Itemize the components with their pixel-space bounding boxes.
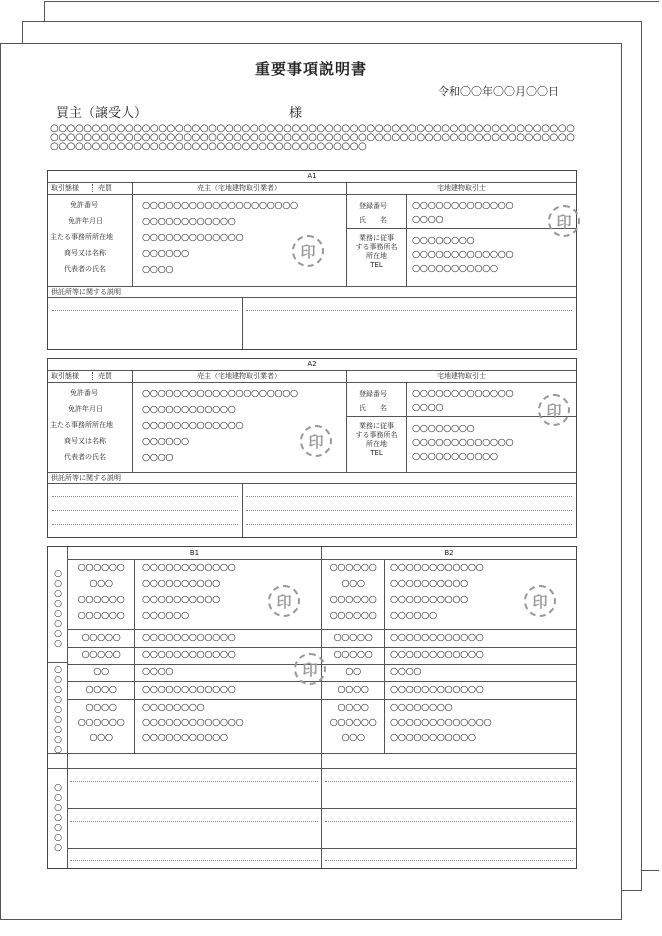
b1-g6-label-1: ○○○○ bbox=[85, 702, 117, 713]
b1-g1-value-1: ○○○○○○○○○○○○ bbox=[142, 562, 236, 573]
a2-reg-label: 登録番号 bbox=[359, 390, 387, 398]
a1-name-label: 氏 名 bbox=[359, 216, 387, 224]
intro-text: ○○○○○○○○○○○○○○○○○○○○○○○○○○○○○○○○○○○○○○○○○○○○○○○○○○○○○○○○○○○○○○○○○○○○○○○○○○○○○○○○○○○○○○○○○○○○○○○○○○○○○○○○○○○○○○○○○○○○○○○○○○○○○○○○○○○○○○○○○○○○○○○○○○○○○○○○○○○○○○○○○○○○ bbox=[50, 123, 575, 152]
b2-g6-value-1: ○○○○○○○○ bbox=[390, 702, 453, 713]
a2-agent-header: 宅地建物取引士 bbox=[437, 372, 486, 380]
a2-label-license: 免許番号 bbox=[70, 389, 98, 397]
a1-agent-seal-icon: 印 bbox=[548, 205, 580, 237]
a2-value-office: ○○○○○○○○○○○○○ bbox=[142, 420, 244, 431]
a1-label-representative: 代表者の氏名 bbox=[64, 265, 106, 273]
a2-value-license-date: ○○○○○○○○○○○○ bbox=[142, 404, 236, 415]
b2-g1-label-3: ○○○○○○ bbox=[329, 594, 377, 605]
a1-office-label-3: 所在地 bbox=[366, 252, 387, 260]
b2-g6-label-1: ○○○○ bbox=[337, 702, 369, 713]
a1-caption: A1 bbox=[307, 172, 317, 180]
b2-g1-value-3: ○○○○○○○○○○ bbox=[390, 594, 468, 605]
b2-seal-icon: 印 bbox=[524, 585, 556, 617]
b2-r3-value: ○○○○○○○○○○○○ bbox=[390, 649, 484, 660]
section-b bbox=[47, 546, 577, 869]
b1-g1-value-2: ○○○○○○○○○○ bbox=[142, 578, 220, 589]
buyer-honorific: 様 bbox=[289, 106, 303, 121]
a1-seller-header: 売主（宅地建物取引業者） bbox=[197, 184, 281, 192]
a1-office-value-2: ○○○○○○○○○○○○○ bbox=[412, 249, 514, 260]
a2-name-label: 氏 名 bbox=[359, 404, 387, 412]
a2-label-office: 主たる事務所所在地 bbox=[50, 421, 113, 429]
a2-caption: A2 bbox=[307, 360, 317, 368]
b2-g1-value-1: ○○○○○○○○○○○○ bbox=[390, 562, 484, 573]
b1-g1-value-3: ○○○○○○○○○○ bbox=[142, 594, 220, 605]
a1-value-office: ○○○○○○○○○○○○○ bbox=[142, 232, 244, 243]
document-title: 重要事項説明書 bbox=[254, 60, 367, 78]
a1-agent-header: 宅地建物取引士 bbox=[437, 184, 486, 192]
b2-r2-label: ○○○○○ bbox=[333, 632, 373, 643]
section-a1 bbox=[47, 170, 577, 350]
section-a2 bbox=[47, 358, 577, 538]
a2-value-license: ○○○○○○○○○○○○○○○○○○○○ bbox=[142, 388, 298, 399]
a1-deal-label: 取引態様 bbox=[51, 184, 79, 192]
b1-r4-value: ○○○○ bbox=[142, 666, 174, 677]
b1-seal-icon: 印 bbox=[268, 585, 300, 617]
document-date: 令和〇〇年〇〇月〇〇日 bbox=[438, 85, 559, 98]
a2-deposit-label: 供託所等に関する説明 bbox=[51, 474, 121, 482]
b-side-label-3: ○○○○○○○ bbox=[54, 783, 62, 853]
a1-label-company: 商号又は名称 bbox=[64, 249, 106, 257]
a2-office-value-3: ○○○○○○○○○○○ bbox=[412, 451, 498, 462]
b2-g6-label-3: ○○○ bbox=[341, 732, 365, 743]
a2-name-value: ○○○○ bbox=[412, 402, 444, 413]
b1-g1-label-2: ○○○ bbox=[89, 578, 113, 589]
a2-seller-seal-icon: 印 bbox=[300, 425, 332, 457]
b1-r5-label: ○○○○ bbox=[85, 684, 117, 695]
b2-g6-value-2: ○○○○○○○○○○○○○ bbox=[390, 717, 492, 728]
a2-agent-seal-icon: 印 bbox=[538, 394, 570, 426]
a2-label-license-date: 免許年月日 bbox=[68, 405, 103, 413]
b1-g6-label-3: ○○○ bbox=[89, 732, 113, 743]
b2-g1-value-2: ○○○○○○○○○○ bbox=[390, 578, 468, 589]
b1-r4-label: ○○ bbox=[93, 666, 109, 677]
b1-g1-value-4: ○○○○○○ bbox=[142, 610, 189, 621]
b1-g6-value-3: ○○○○○○○○○○○ bbox=[142, 732, 228, 743]
a1-value-representative: ○○○○ bbox=[142, 264, 174, 275]
a2-label-company: 商号又は名称 bbox=[64, 437, 106, 445]
a1-deposit-label: 供託所等に関する説明 bbox=[51, 288, 121, 296]
a2-reg-value: ○○○○○○○○○○○○○ bbox=[412, 388, 514, 399]
b2-g1-value-4: ○○○○○○ bbox=[390, 610, 437, 621]
b1-caption: B1 bbox=[189, 549, 200, 557]
a1-label-office: 主たる事務所所在地 bbox=[50, 233, 113, 241]
a2-office-value-2: ○○○○○○○○○○○○○ bbox=[412, 437, 514, 448]
b2-r4-value: ○○○○ bbox=[390, 666, 422, 677]
a1-office-label-4: TEL bbox=[370, 261, 383, 269]
a1-office-value-3: ○○○○○○○○○○○ bbox=[412, 263, 498, 274]
a1-office-label-1: 業務に従事 bbox=[359, 234, 394, 242]
b2-g6-label-2: ○○○○○○ bbox=[329, 717, 377, 728]
b-center-seal-icon: 印 bbox=[294, 653, 326, 685]
a1-reg-value: ○○○○○○○○○○○○○ bbox=[412, 200, 514, 211]
b-side-label-2: ○○○○○○○○○ bbox=[54, 665, 62, 755]
b1-g6-value-1: ○○○○○○○○ bbox=[142, 702, 205, 713]
b1-r3-label: ○○○○○ bbox=[81, 649, 121, 660]
a1-deal-value: 売買 bbox=[98, 184, 112, 192]
b1-g6-value-2: ○○○○○○○○○○○○○ bbox=[142, 717, 244, 728]
a1-label-license: 免許番号 bbox=[70, 201, 98, 209]
a2-office-label-4: TEL bbox=[370, 449, 383, 457]
b-side-label-1: ○○○○○○○○ bbox=[54, 569, 62, 649]
b1-g6-label-2: ○○○○○○ bbox=[77, 717, 125, 728]
a1-value-license: ○○○○○○○○○○○○○○○○○○○○ bbox=[142, 200, 298, 211]
b2-r4-label: ○○ bbox=[345, 666, 361, 677]
b2-g1-label-4: ○○○○○○ bbox=[329, 610, 377, 621]
a2-label-representative: 代表者の氏名 bbox=[64, 453, 106, 461]
a2-office-value-1: ○○○○○○○○ bbox=[412, 423, 475, 434]
a2-office-label-1: 業務に従事 bbox=[359, 422, 394, 430]
b2-g1-label-1: ○○○○○○ bbox=[329, 562, 377, 573]
a1-value-license-date: ○○○○○○○○○○○○ bbox=[142, 216, 236, 227]
buyer-label: 買主（譲受人） bbox=[56, 106, 148, 121]
b2-g1-label-2: ○○○ bbox=[341, 578, 365, 589]
b2-r5-label: ○○○○ bbox=[337, 684, 369, 695]
b2-r2-value: ○○○○○○○○○○○○ bbox=[390, 632, 484, 643]
a1-office-value-1: ○○○○○○○○ bbox=[412, 235, 475, 246]
b1-g1-label-1: ○○○○○○ bbox=[77, 562, 125, 573]
b1-r5-value: ○○○○○○○○○○○○ bbox=[142, 684, 236, 695]
a2-value-company: ○○○○○○ bbox=[142, 436, 189, 447]
a2-seller-header: 売主（宅地建物取引業者） bbox=[197, 372, 281, 380]
b2-r5-value: ○○○○○○○○○○○○ bbox=[390, 684, 484, 695]
b1-r2-value: ○○○○○○○○○○○○ bbox=[142, 632, 236, 643]
b2-r3-label: ○○○○○ bbox=[333, 649, 373, 660]
a1-label-license-date: 免許年月日 bbox=[68, 217, 103, 225]
b1-g1-label-3: ○○○○○○ bbox=[77, 594, 125, 605]
a1-reg-label: 登録番号 bbox=[359, 202, 387, 210]
a2-deal-value: 売買 bbox=[98, 372, 112, 380]
b2-caption: B2 bbox=[444, 549, 454, 557]
b1-r3-value: ○○○○○○○○○○○○ bbox=[142, 649, 236, 660]
a1-seller-seal-icon: 印 bbox=[292, 235, 324, 267]
b1-r2-label: ○○○○○ bbox=[81, 632, 121, 643]
a2-office-label-2: する事務所名 bbox=[355, 431, 398, 439]
a2-office-label-3: 所在地 bbox=[366, 440, 387, 448]
a2-deal-label: 取引態様 bbox=[51, 372, 79, 380]
b2-g6-value-3: ○○○○○○○○○○○ bbox=[390, 732, 476, 743]
a1-office-label-2: する事務所名 bbox=[355, 243, 398, 251]
b1-g1-label-4: ○○○○○○ bbox=[77, 610, 125, 621]
a1-value-company: ○○○○○○ bbox=[142, 248, 189, 259]
document-page bbox=[0, 43, 622, 920]
a1-name-value: ○○○○ bbox=[412, 214, 444, 225]
a2-value-representative: ○○○○ bbox=[142, 452, 174, 463]
